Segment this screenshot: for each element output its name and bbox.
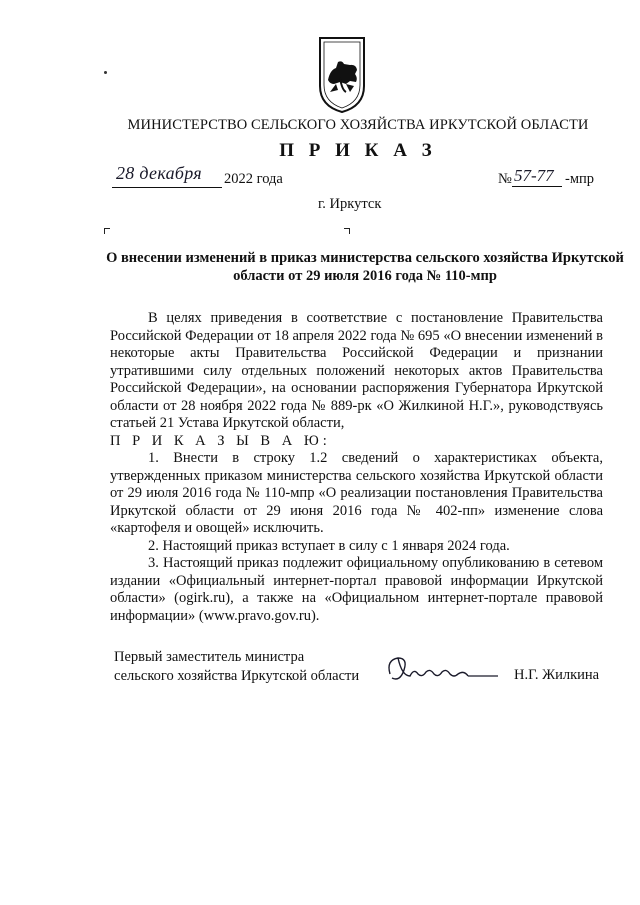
handwritten-signature: [384, 652, 499, 692]
order-item-1: 1. Внести в строку 1.2 сведений о характеристиках объекта, утвержденных приказом министерства сельского хозяйства Иркутской области от 29 июля 2016 года № 110-мпр «О реализации постановления Правительства Иркутской области от 29 июня 2016 года № 402-пп» изменение слова «картофеля и овощей» исключить.: [110, 450, 603, 536]
document-body: [110, 310, 603, 625]
scan-dot: [104, 71, 107, 74]
ministry-name: МИНИСТЕРСТВО СЕЛЬСКОГО ХОЗЯЙСТВА ИРКУТСКОЙ ОБЛАСТИ: [127, 117, 589, 133]
date-handwritten: 28 декабря: [116, 163, 202, 183]
document-type-heading: П Р И К А З: [279, 140, 437, 161]
preamble: В целях приведения в соответствие с постановление Правительства Российской Федерации от 18 апреля 2022 года № 695 «О внесении изменений в некоторые акты Правительства Российской Федерации и признании утратившими силу отдельных положений некоторых актов Правительства Российской Федерации», на основании распоряжения Губернатора Иркутской области от 28 ноября 2022 года № 889-рк «О Жилкиной Н.Г.», руководствуясь статьей 21 Устава Иркутской области,: [110, 310, 603, 431]
signatory-position-line-2: сельского хозяйства Иркутской области: [114, 668, 360, 684]
city: г. Иркутск: [318, 196, 382, 212]
coat-of-arms-icon: [316, 34, 368, 114]
signatory-name: Н.Г. Жилкина: [514, 667, 600, 683]
number-underline: [512, 186, 562, 187]
order-item-3: 3. Настоящий приказ подлежит официальному опубликованию в сетевом издании «Официальный интернет-портал правовой информации Иркутской области» (ogirk.ru), а также на «Официальном интернет-портале правовой информации» (www.pravo.gov.ru).: [110, 555, 603, 624]
title-bracket-left: [104, 228, 110, 234]
order-word: П Р И К А З Ы В А Ю:: [110, 432, 331, 449]
document-title: О внесении изменений в приказ министерства сельского хозяйства Иркутской области от 29 июля 2016 года № 110-мпр: [106, 250, 624, 284]
signatory-position: [114, 648, 359, 686]
title-bracket-right: [344, 228, 350, 234]
date-year: 2022 года: [224, 171, 283, 187]
number-prefix: №: [498, 171, 512, 187]
number-handwritten: 57-77: [514, 166, 554, 185]
number-suffix: -мпр: [565, 171, 595, 187]
signatory-position-line-1: Первый заместитель министра: [114, 649, 305, 665]
order-item-2: 2. Настоящий приказ вступает в силу с 1 января 2024 года.: [148, 537, 510, 554]
